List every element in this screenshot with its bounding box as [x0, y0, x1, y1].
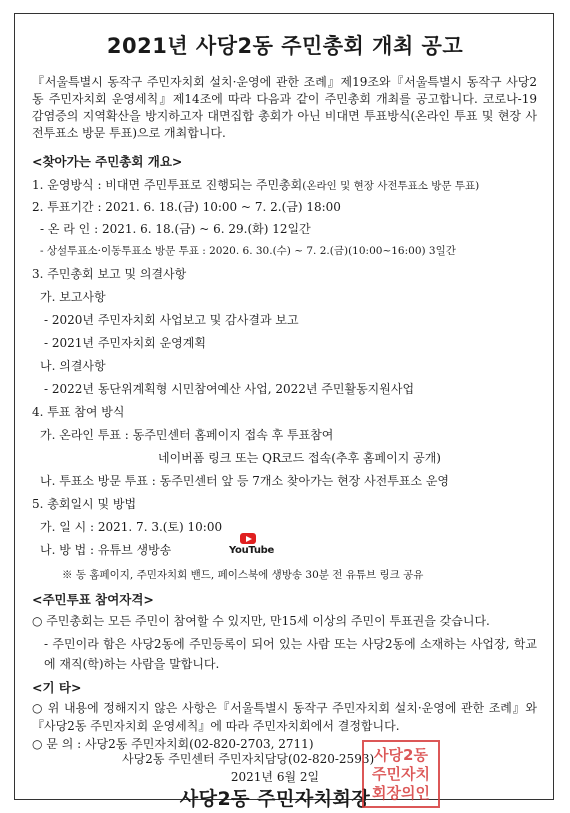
- seal-line-1: 사당2동: [374, 745, 428, 764]
- contact-line-2: 사당2동 주민센터 주민자치담당(02-820-2593): [122, 752, 375, 766]
- contact-line-1: ○ 문 의 : 사당2동 주민자치회(02-820-2703, 2711): [32, 737, 314, 751]
- item-1: [32, 178, 479, 194]
- item-4: 4. 투표 참여 방식: [32, 405, 125, 419]
- item-3: 3. 주민총회 보고 및 의결사항: [32, 267, 187, 281]
- item-2-visit: - 상설투표소·이동투표소 방문 투표 : 2020. 6. 30.(수) ~ 7. 2.(금)(10:00~16:00) 3일간: [40, 245, 456, 257]
- official-seal: [362, 740, 440, 808]
- item-5-na: 나. 방 법 : 유튜브 생방송: [40, 543, 172, 557]
- section-vote-heading: <주민투표 참여자격>: [32, 592, 154, 607]
- item-5-ga: 가. 일 시 : 2021. 7. 3.(토) 10:00: [40, 520, 223, 534]
- intro-paragraph: 『서울특별시 동작구 주민자치회 설치·운영에 관한 조례』제19조와『서울특별시 동작구 사당2동 주민자치회 운영세칙』제14조에 따라 다음과 같이 주민총회 개최를 공고합니다. 코로나-19 감염증의 지역확산을 방지하고자 대면집합 총회가 아닌 비대면 투표방식(온라인 투표 및 현장 사전투표소 방문 투표)으로 개최합니다.: [32, 75, 537, 140]
- item-4-ga: 가. 온라인 투표 : 동주민센터 홈페이지 접속 후 투표참여: [40, 428, 334, 442]
- youtube-wordmark: YouTube: [229, 545, 274, 556]
- etc-paragraph: ○ 위 내용에 정해지지 않은 사항은『서울특별시 동작구 주민자치회 설치·운영에 관한 조례』와 『사당2동 주민자치회 운영세칙』에 따라 주민자치회에서 결정합니다.: [32, 701, 537, 733]
- notice-title: 2021년 사당2동 주민총회 개최 공고: [106, 34, 464, 58]
- youtube-play-icon: [240, 533, 256, 544]
- item-2-online: - 온 라 인 : 2021. 6. 18.(금) ~ 6. 29.(화) 12일간: [40, 222, 311, 236]
- youtube-logo: [229, 533, 274, 563]
- item-4-na: 나. 투표소 방문 투표 : 동주민센터 앞 등 7개소 찾아가는 현장 사전투표소 운영: [40, 474, 450, 488]
- item-1-note: (온라인 및 현장 사전투표소 방문 투표): [302, 180, 480, 192]
- issuer-name: 사당2동 주민자치회장: [179, 788, 371, 810]
- seal-line-3: 회장의인: [372, 783, 430, 802]
- section-etc-heading: <기 타>: [32, 680, 82, 695]
- item-3-na-1: - 2022년 동단위계획형 시민참여예산 사업, 2022년 주민활동지원사업: [44, 382, 415, 396]
- vote-eligibility: ○ 주민총회는 모든 주민이 참여할 수 있지만, 만15세 이상의 주민이 투표권을 갖습니다.: [32, 614, 490, 628]
- item-3-ga: 가. 보고사항: [40, 290, 106, 304]
- item-5: 5. 총회일시 및 방법: [32, 497, 137, 511]
- notice-date: 2021년 6월 2일: [230, 770, 320, 784]
- item-1-text: 1. 운영방식 : 비대면 주민투표로 진행되는 주민총회: [32, 178, 303, 192]
- item-4-ga-2: 네이버폼 링크 또는 QR코드 접속(추후 홈페이지 공개): [158, 451, 441, 465]
- item-2: 2. 투표기간 : 2021. 6. 18.(금) 10:00 ~ 7. 2.(금) 18:00: [32, 200, 341, 214]
- item-3-ga-2: - 2021년 주민자치회 운영계획: [44, 336, 206, 350]
- item-3-na: 나. 의결사항: [40, 359, 106, 373]
- item-3-ga-1: - 2020년 주민자치회 사업보고 및 감사결과 보고: [44, 313, 299, 327]
- vote-resident-definition: - 주민이라 함은 사당2동에 주민등록이 되어 있는 사람 또는 사당2동에 소재하는 사업장, 학교에 재직(학)하는 사람을 말합니다.: [44, 637, 537, 671]
- section-overview-heading: <찾아가는 주민총회 개요>: [32, 154, 183, 169]
- item-5-note: ※ 동 홈페이지, 주민자치회 밴드, 페이스북에 생방송 30분 전 유튜브 링크 공유: [62, 569, 424, 581]
- seal-line-2: 주민자치: [372, 764, 430, 783]
